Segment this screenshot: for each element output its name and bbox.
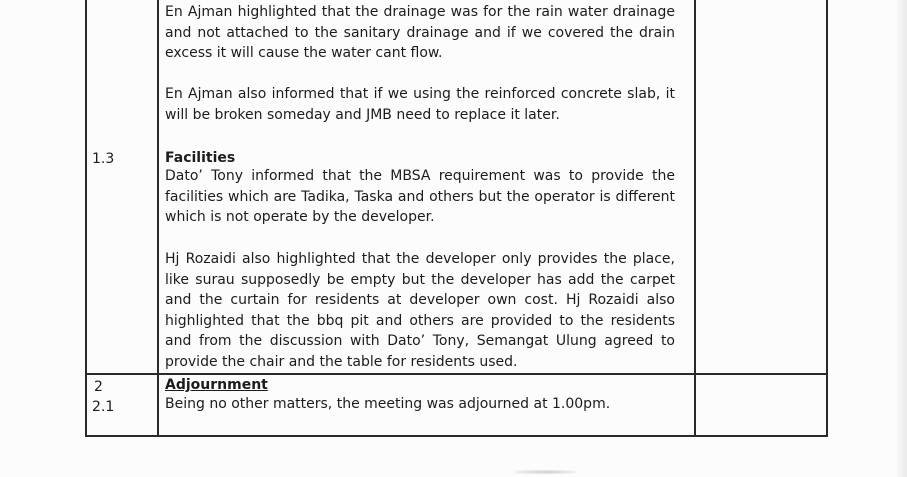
drainage-paragraph-1: En Ajman highlighted that the drainage was for the rain water drainage and not attached to the sanitary drainage and if we covered the drain excess it will cause the water cant flow. — [165, 4, 675, 61]
adjournment-text: Being no other matters, the meeting was adjourned at 1.00pm. — [165, 396, 611, 412]
scan-smudge — [515, 470, 575, 474]
item-number-1-3: 1.3 — [92, 151, 115, 167]
adjournment-heading: Adjournment — [165, 377, 268, 393]
item-number-2-1: 2.1 — [92, 399, 115, 415]
facilities-heading: Facilities — [165, 150, 236, 166]
facilities-paragraph-2: Hj Rozaidi also highlighted that the developer only provides the place, like surau supposedly be empty but the developer has add the carpet and the curtain for residents at developer own cost. Hj Rozaidi also highlighted that the bbq pit and others are provided to the residents and from the discussion with Dato’ Tony, Semangat Ulung agreed to provide the chair and the table for residents used. — [165, 251, 675, 370]
drainage-paragraph-2: En Ajman also informed that if we using the reinforced concrete slab, it will be broken someday and JMB need to replace it later. — [165, 86, 675, 123]
scan-edge-shadow — [895, 0, 907, 477]
item-number-2: 2 — [94, 379, 103, 395]
table-column-divider-number — [157, 0, 159, 437]
table-bottom-border — [85, 435, 827, 437]
table-right-border — [826, 0, 828, 437]
facilities-paragraph-1: Dato’ Tony informed that the MBSA requirement was to provide the facilities which are Tadika, Taska and others but the operator is different which is not operate by the developer. — [165, 168, 675, 225]
table-left-border — [85, 0, 87, 437]
table-column-divider-action — [694, 0, 696, 437]
